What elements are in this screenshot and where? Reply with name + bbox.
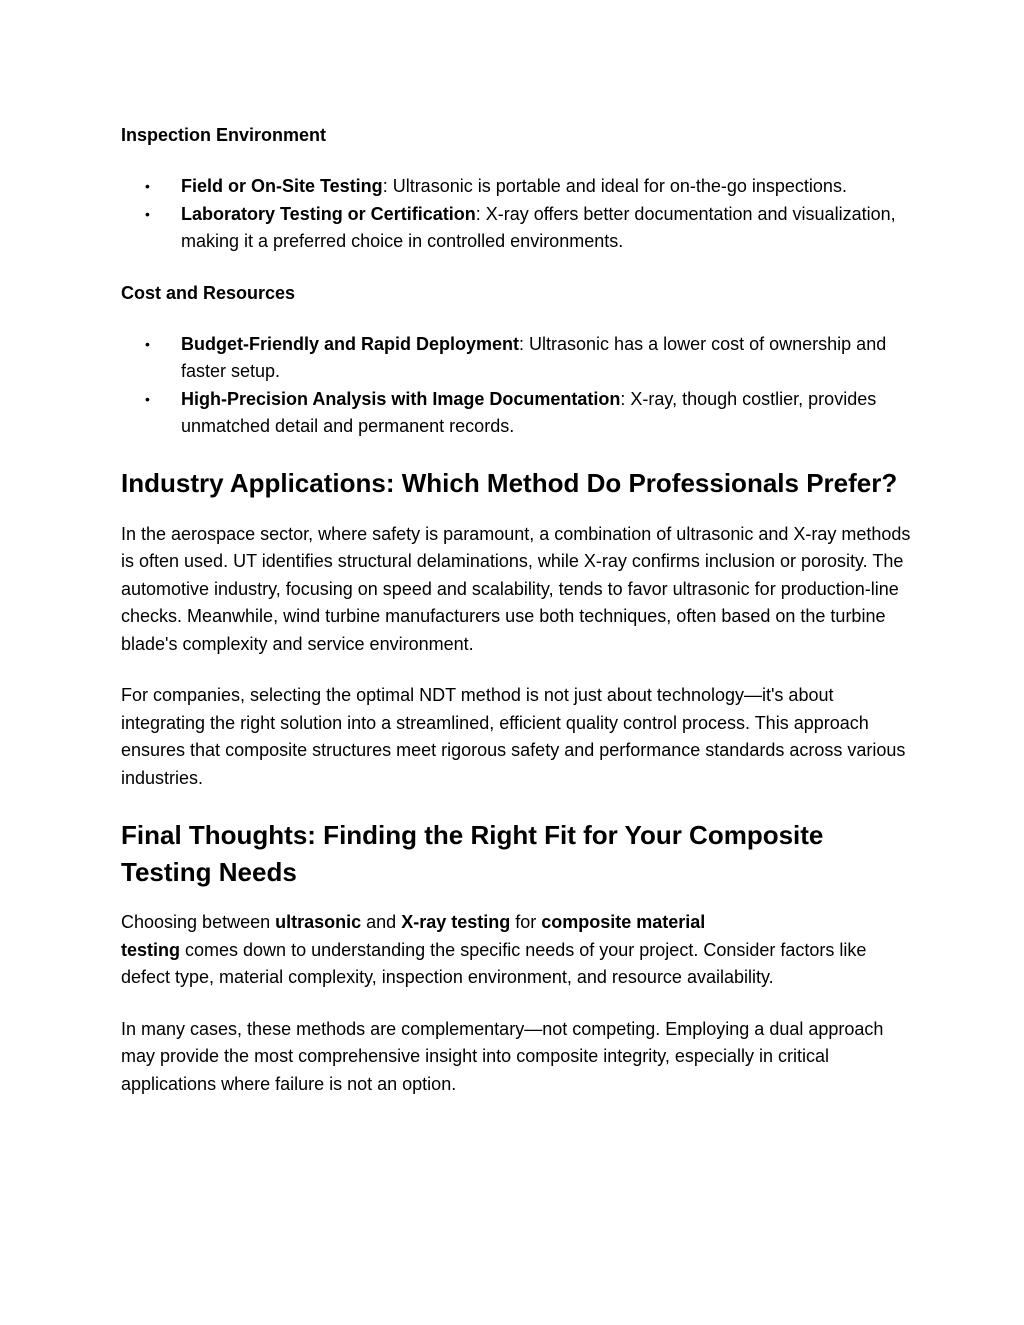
- final-thoughts-heading: [121, 817, 911, 891]
- list-item: [121, 386, 911, 441]
- list-item-term: High-Precision Analysis with Image Documentation: [181, 388, 621, 409]
- inspection-environment-list: [121, 173, 911, 256]
- bullet-icon: •: [145, 178, 150, 194]
- final-thoughts-heading-line-2: Testing Needs: [121, 857, 297, 887]
- list-item-text: : Ultrasonic has a lower cost of ownership and faster setup.: [181, 333, 887, 381]
- list-item-term: Field or On-Site Testing: [181, 176, 383, 196]
- final-p1-text-c: and: [361, 912, 402, 932]
- bullet-icon: •: [145, 390, 150, 407]
- industry-paragraph-1: In the aerospace sector, where safety is paramount, a combination of ultrasonic and X-ray methods is often used. UT identifies structural delaminations, while X-ray confirms inclusion or porosity. The automotive industry, focusing on speed and scalability, tends to favor ultrasonic for production-line checks. Meanwhile, wind turbine manufacturers use both techniques, often based on the turbine blade's complexity and service environment.: [121, 523, 911, 654]
- keyword-composite-material: composite material: [541, 912, 706, 932]
- keyword-ultrasonic: ultrasonic: [275, 912, 362, 932]
- final-thoughts-heading-line-1: Final Thoughts: Finding the Right Fit for Your Composite: [121, 820, 824, 850]
- keyword-testing: testing: [121, 939, 181, 960]
- industry-applications-heading: Industry Applications: Which Method Do Professionals Prefer?: [121, 467, 898, 498]
- list-item: [121, 173, 911, 201]
- industry-paragraph-2: For companies, selecting the optimal NDT method is not just about technology—it's about integrating the right solution into a streamlined, efficient quality control process. This approach ensures that composite structures meet rigorous safety and performance standards across various industries.: [121, 685, 906, 788]
- bullet-icon: •: [145, 335, 150, 352]
- cost-resources-list: [121, 331, 911, 441]
- list-item-text: : X-ray offers better documentation and visualization, making it a preferred choice in controlled environments.: [181, 203, 896, 251]
- final-p1-text-e: comes down to understanding the specific needs of your project. Consider factors like defect type, material complexity, inspection environment, and resource availability.: [121, 939, 867, 987]
- final-p1-text-d: for: [510, 912, 542, 932]
- list-item-text: : X-ray, though costlier, provides unmatched detail and permanent records.: [181, 388, 877, 436]
- list-item-text: : Ultrasonic is portable and ideal for on-the-go inspections.: [382, 176, 847, 196]
- cost-resources-heading: Cost and Resources: [121, 282, 296, 303]
- list-item-term: Laboratory Testing or Certification: [181, 203, 476, 224]
- bullet-icon: •: [145, 205, 150, 222]
- list-item: [121, 331, 911, 386]
- document-page: [121, 122, 911, 1098]
- keyword-x-ray-testing: X-ray testing: [401, 912, 511, 932]
- inspection-environment-heading: Inspection Environment: [121, 125, 327, 145]
- final-p1-text-a: Choosing between: [121, 912, 276, 932]
- list-item: [121, 201, 911, 256]
- list-item-term: Budget-Friendly and Rapid Deployment: [181, 333, 520, 354]
- final-paragraph-1: [121, 909, 911, 992]
- final-paragraph-2: In many cases, these methods are complementary—not competing. Employing a dual approach may provide the most comprehensive insight into composite integrity, especially in critical applications where failure is not an option.: [121, 1018, 884, 1094]
